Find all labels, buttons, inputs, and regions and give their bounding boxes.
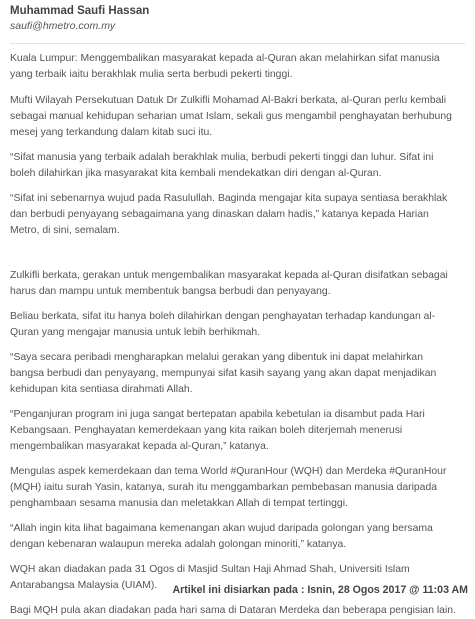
- article-paragraph: [10, 521, 472, 553]
- paragraph-line: penghambaan sesama manusia dan meletakkan Allah di tempat tertinggi.: [10, 498, 348, 509]
- article-paragraph: [10, 309, 472, 341]
- paragraph-line: Kuala Lumpur: Menggembalikan masyarakat kepada al-Quran akan melahirkan sifat manusia: [10, 53, 440, 64]
- author-name: Muhammad Saufi Hassan: [10, 5, 150, 17]
- author-block: [10, 4, 465, 44]
- article-paragraph: [10, 407, 472, 455]
- author-email[interactable]: saufi@hmetro.com.my: [10, 20, 116, 32]
- paragraph-line: kehidupan kita sentiasa dirahmati Allah.: [10, 384, 193, 395]
- paragraph-line: WQH akan diadakan pada 31 Ogos di Masjid Sultan Haji Ahmad Shah, Universiti Islam: [10, 564, 410, 575]
- paragraph-line: “Allah ingin kita lihat bagaimana kemenangan akan wujud daripada golongan yang bersama: [10, 523, 433, 534]
- paragraph-line: (MQH) iaitu surah Yasin, katanya, surah itu menggambarkan pembebasan manusia daripada: [10, 482, 438, 493]
- paragraph-line: dengan kebenaran walaupun mereka adalah golongan minoriti,” katanya.: [10, 539, 347, 550]
- article-body: [10, 51, 472, 619]
- paragraph-line: “Penganjuran program ini juga sangat bertepatan apabila kebetulan ia disambut pada Hari: [10, 409, 425, 420]
- paragraph-line: Mufti Wilayah Persekutuan Datuk Dr Zulkifli Mohamad Al-Bakri berkata, al-Quran perlu kembali: [10, 95, 447, 106]
- paragraph-line: Antarabangsa Malaysia (UIAM).: [10, 580, 158, 591]
- paragraph-line: “Saya secara peribadi mengharapkan melalui gerakan yang dibentuk ini dapat melahirkan: [10, 352, 423, 363]
- paragraph-line: Mengulas aspek kemerdekaan dan tema World #QuranHour (WQH) dan Merdeka #QuranHour: [10, 466, 447, 477]
- paragraph-line: Beliau berkata, sifat itu hanya boleh dilahirkan dengan penghayatan terhadap kandungan al-: [10, 311, 436, 322]
- article-paragraph: [10, 603, 472, 619]
- paragraph-line: sebagai manual kehidupan seharian umat Islam, sekali gus mengambil penghayatan berhubung: [10, 111, 452, 122]
- paragraph-line: Kebangsaan. Penghayatan kemerdekaan yang kita raikan boleh diterjemah menerusi: [10, 425, 403, 436]
- article-paragraph: [10, 51, 472, 83]
- article-paragraph: [10, 464, 472, 512]
- article-paragraph: [10, 268, 472, 300]
- paragraph-line: mesej yang terkandung dalam kitab suci itu.: [10, 127, 213, 138]
- published-timestamp: Artikel ini disiarkan pada : Isnin, 28 Ogos 2017 @ 11:03 AM: [172, 584, 468, 596]
- paragraph-line: Quran yang mengajar manusia untuk lebih berhikmah.: [10, 327, 261, 338]
- paragraph-line: “Sifat manusia yang terbaik adalah berakhlak mulia, berbudi pekerti tinggi dan luhur. Sifat ini: [10, 152, 434, 163]
- paragraph-line: Zulkifli berkata, gerakan untuk mengembalikan masyarakat kepada al-Quran disifatkan sebagai: [10, 270, 448, 281]
- article-paragraph: [10, 191, 472, 239]
- article-paragraph: [10, 350, 472, 398]
- article-paragraph: [10, 150, 472, 182]
- paragraph-line: “Sifat ini sebenarnya wujud pada Rasulullah. Baginda mengajar kita supaya sentiasa berakhlak: [10, 193, 448, 204]
- paragraph-line: bangsa berbudi dan penyayang, mempunyai sifat kasih sayang yang akan dapat menjadikan: [10, 368, 437, 379]
- paragraph-line: boleh dilahirkan jika masyarakat kita kembali mendekatkan diri dengan al-Quran.: [10, 168, 382, 179]
- paragraph-line: dan berbudi penyayang sebagaimana yang dinaskan dalam hadis,” katanya kepada Harian: [10, 209, 429, 220]
- paragraph-line: harus dan mampu untuk membentuk bangsa berbudi dan penyayang.: [10, 286, 331, 297]
- paragraph-line: yang terbaik iaitu berakhlak mulia serta berbudi pekerti tinggi.: [10, 69, 293, 80]
- paragraph-line: mengembalikan masyarakat kepada al-Quran,” katanya.: [10, 441, 269, 452]
- paragraph-line: Metro, di sini, semalam.: [10, 225, 120, 236]
- paragraph-line: Bagi MQH pula akan diadakan pada hari sama di Dataran Merdeka dan beberapa pengisian lain.: [10, 605, 456, 616]
- article-paragraph: [10, 93, 472, 141]
